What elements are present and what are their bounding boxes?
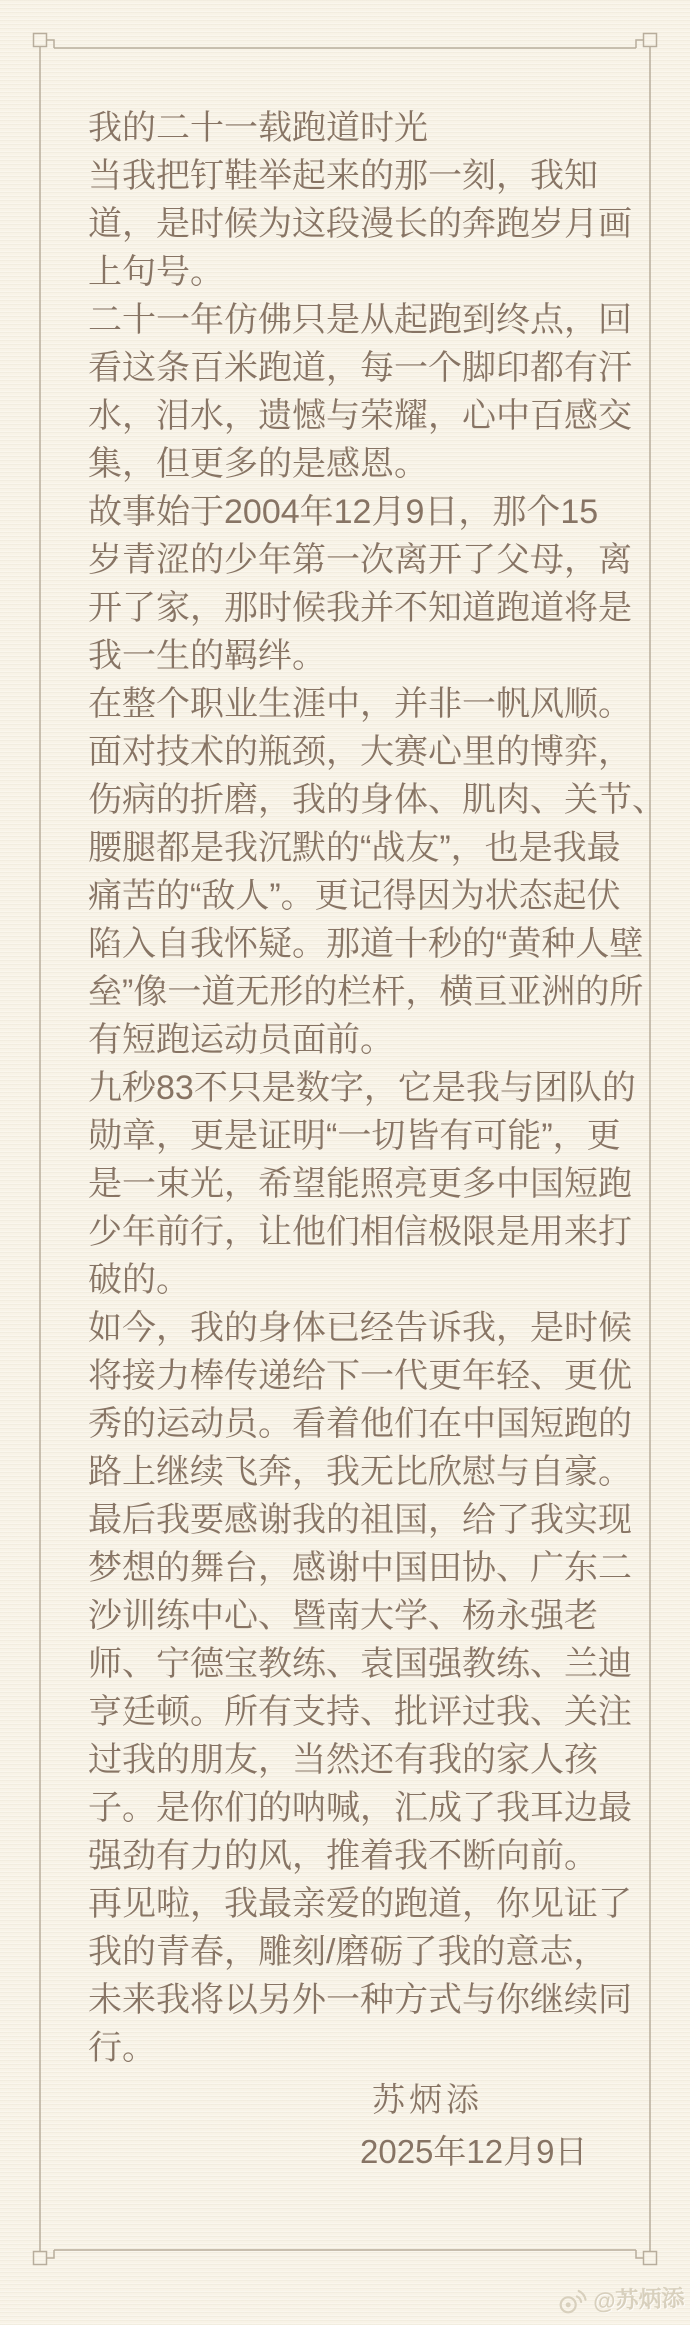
letter-line: 最后我要感谢我的祖国，给了我实现 [88, 1501, 632, 1539]
letter-title: 我的二十一载跑道时光 [88, 109, 428, 147]
corner-square-br [644, 2252, 657, 2265]
letter-line: 秀的运动员。看着他们在中国短跑的 [88, 1405, 632, 1443]
letter-line: 当我把钉鞋举起来的那一刻，我知 [88, 157, 598, 195]
letter-line: 勋章，更是证明“一切皆有可能”，更 [88, 1117, 621, 1155]
letter-line: 师、宁德宝教练、袁国强教练、兰迪 [88, 1645, 632, 1683]
weibo-icon [555, 2286, 588, 2315]
letter-line: 沙训练中心、暨南大学、杨永强老 [88, 1597, 598, 1635]
letter-line: 是一束光，希望能照亮更多中国短跑 [88, 1165, 632, 1203]
letter-line: 少年前行，让他们相信极限是用来打 [88, 1213, 632, 1251]
letter-line: 梦想的舞台，感谢中国田协、广东二 [88, 1549, 632, 1587]
letter-line: 二十一年仿佛只是从起跑到终点，回 [88, 301, 632, 339]
letter-line: 未来我将以另外一种方式与你继续同 [88, 1981, 632, 2019]
letter-line: 伤病的折磨，我的身体、肌肉、关节、 [88, 781, 666, 819]
letter-line: 破的。 [88, 1261, 190, 1299]
letter-line: 垒”像一道无形的栏杆，横亘亚洲的所 [88, 973, 644, 1011]
corner-square-tr [644, 34, 657, 47]
watermark-handle: @苏炳添 [592, 2284, 685, 2314]
letter-lines [88, 152, 666, 2072]
signature-date: 2025年12月9日 [360, 2133, 588, 2170]
letter-line: 陷入自我怀疑。那道十秒的“黄种人壁 [88, 925, 644, 963]
letter-line: 上句号。 [88, 253, 224, 291]
letter-line: 我的青春，雕刻/磨砺了我的意志， [88, 1933, 608, 1971]
corner-square-bl [34, 2252, 47, 2265]
letter-line: 有短跑运动员面前。 [88, 1021, 394, 1059]
signature: 苏炳添 [372, 2081, 483, 2118]
watermark [555, 2280, 685, 2317]
letter-line: 道，是时候为这段漫长的奔跑岁月画 [88, 205, 632, 243]
letter-line: 在整个职业生涯中，并非一帆风顺。 [88, 685, 632, 723]
corner-square-tl [34, 34, 47, 47]
letter-line: 亨廷顿。所有支持、批评过我、关注 [88, 1693, 632, 1731]
letter-line: 路上继续飞奔，我无比欣慰与自豪。 [88, 1453, 632, 1491]
letter-line: 强劲有力的风，推着我不断向前。 [88, 1837, 598, 1875]
letter-line: 故事始于2004年12月9日，那个15 [88, 493, 599, 531]
letter-line: 如今，我的身体已经告诉我，是时候 [88, 1309, 632, 1347]
letter-line: 开了家，那时候我并不知道跑道将是 [88, 589, 632, 627]
letter-line: 看这条百米跑道，每一个脚印都有汗 [88, 349, 632, 387]
letter-line: 集，但更多的是感恩。 [88, 445, 428, 483]
letter-line: 行。 [88, 2029, 156, 2067]
letter-body [88, 104, 666, 2072]
letter-line: 痛苦的“敌人”。更记得因为状态起伏 [88, 877, 621, 915]
letter-line: 九秒83不只是数字，它是我与团队的 [88, 1069, 636, 1107]
letter-line: 岁青涩的少年第一次离开了父母，离 [88, 541, 632, 579]
letter-line: 子。是你们的呐喊，汇成了我耳边最 [88, 1789, 632, 1827]
letter-line: 水，泪水，遗憾与荣耀，心中百感交 [88, 397, 632, 435]
letter-line: 将接力棒传递给下一代更年轻、更优 [88, 1357, 632, 1395]
letter-line: 腰腿都是我沉默的“战友”，也是我最 [88, 829, 621, 867]
letter-line: 我一生的羁绊。 [88, 637, 326, 675]
letter-line: 面对技术的瓶颈，大赛心里的博弈， [88, 733, 632, 771]
letter-line: 再见啦，我最亲爱的跑道，你见证了 [88, 1885, 632, 1923]
letter-line: 过我的朋友，当然还有我的家人孩 [88, 1741, 598, 1779]
